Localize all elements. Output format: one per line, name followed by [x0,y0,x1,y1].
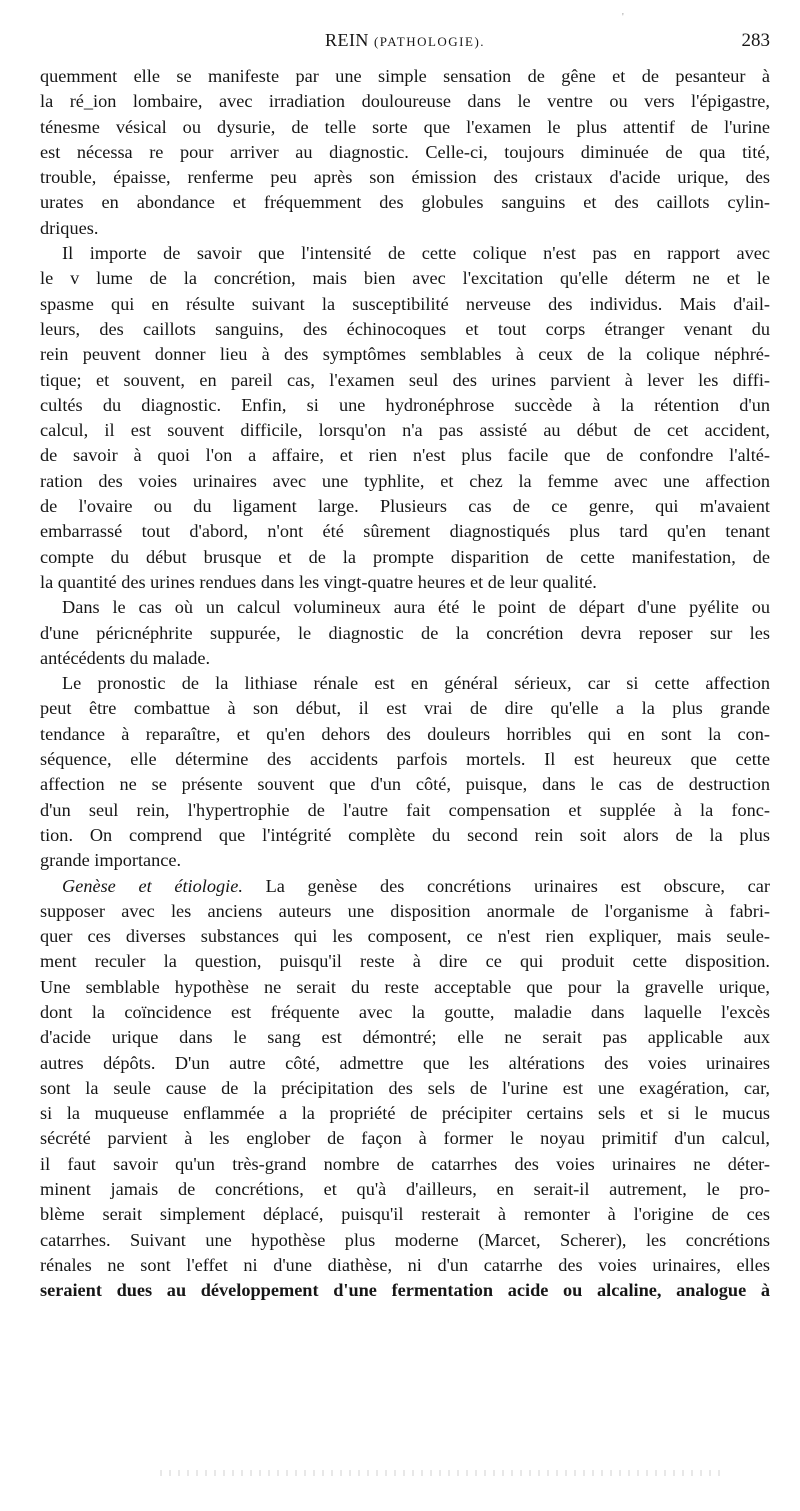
text-line: rein peuvent donner lieu à des symptômes semblables à ceux de la colique néphré- [40,344,770,365]
text-line: rénales ne sont l'effet ni d'une diathèse, ni d'un catarrhe des voies urinaires, elles [40,1254,770,1275]
running-head-title: REIN [324,30,369,50]
text-line: embarrassé tout d'abord, n'ont été sûrement diagnostiqués plus tard qu'en tenant [40,521,770,542]
text-line: d'un seul rein, l'hypertrophie de l'autre fait compensation et supplée à la fonc- [40,799,770,820]
body-text [40,64,770,1304]
paragraph [40,241,770,595]
paragraph [40,595,770,671]
text-line: Le pronostic de la lithiase rénale est en général sérieux, car si cette affection [62,673,770,694]
text-line: est nécessa re pour arriver au diagnostic. Celle-ci, toujours diminuée de qua tité, [40,141,770,162]
text-line: antécédents du malade. [40,647,211,668]
text-line: sécrété parvient à les englober de façon à former le noyau primitif d'un calcul, [40,1128,770,1149]
text-line: grande importance. [40,850,182,871]
text-line: trouble, épaisse, renferme peu après son émission des cristaux d'acide urique, des [40,167,770,188]
text-line: tique; et souvent, en pareil cas, l'examen seul des urines parvient à lever les diffi- [40,369,770,390]
text-line: si la muqueuse enflammée a la propriété de précipiter certains sels et si le mucus [40,1103,770,1124]
text-line: ténesme vésical ou dysurie, de telle sorte que l'examen le plus attentif de l'urine [40,116,770,137]
text-line: de savoir à quoi l'on a affaire, et rien n'est plus facile que de confondre l'alté- [40,445,770,466]
text-line: calcul, il est souvent difficile, lorsqu'on n'a pas assisté au début de cet accident, [40,420,770,441]
text-line: quemment elle se manifeste par une simple sensation de gêne et de pesanteur à [40,66,770,86]
text-line [40,874,770,899]
text-line: urates en abondance et fréquemment des globules sanguins et des caillots cylin- [40,192,770,213]
text-line: la ré_ion lombaire, avec irradiation douloureuse dans le ventre ou vers l'épigastre, [40,91,770,112]
text-line: tion. On comprend que l'intégrité complète du second rein soit alors de la plus [40,824,770,845]
text-line: peut être combattue à son début, il est vrai de dire qu'elle a la plus grande [40,698,770,719]
text-line: minent jamais de concrétions, et qu'à d'ailleurs, en serait-il autrement, le pro- [40,1179,770,1200]
paragraph-genese-etiologie [40,874,770,1304]
text-line: Dans le cas où un calcul volumineux aura été le point de départ d'une pyélite ou [62,597,770,618]
text-line: spasme qui en résulte suivant la susceptibilité nerveuse des individus. Mais d'ail- [40,293,770,314]
text-line: séquence, elle détermine des accidents parfois mortels. Il est heureux que cette [40,749,770,770]
text-line: affection ne se présente souvent que d'un côté, puisque, dans le cas de destruction [40,774,770,795]
scan-bleed-through [160,1470,720,1476]
text-line: Il importe de savoir que l'intensité de cette colique n'est pas en rapport avec [62,243,770,264]
text-line: leurs, des caillots sanguins, des échinocoques et tout corps étranger venant du [40,318,770,339]
text-line: la quantité des urines rendues dans les vingt-quatre heures et de leur qualité. [40,571,597,592]
text-line: blème serait simplement déplacé, puisqu'il resterait à remonter à l'origine de ces [40,1204,770,1225]
paragraph [40,671,770,873]
text-line: il faut savoir qu'un très-grand nombre de catarrhes des voies urinaires ne déter- [40,1153,770,1174]
running-head [40,30,770,51]
text-line: Une semblable hypothèse ne serait du reste acceptable que pour la gravelle urique, [40,976,770,997]
margin-tick-mark: ' [622,12,624,23]
running-head-subtitle: (PATHOLOGIE). [373,34,486,49]
text-line: supposer avec les anciens auteurs une disposition anormale de l'organisme à fabri- [40,900,770,921]
page-number: 283 [741,30,770,51]
text-line: compte du début brusque et de la prompte disparition de cette manifestation, de [40,546,770,567]
text-line: le v lume de la concrétion, mais bien avec l'excitation qu'elle déterm ne et le [40,268,770,289]
text-line: de l'ovaire ou du ligament large. Plusieurs cas de ce genre, qui m'avaient [40,496,770,517]
text-line: autres dépôts. D'un autre côté, admettre que les altérations des voies urinaires [40,1052,770,1073]
text-line: ment reculer la question, puisqu'il reste à dire ce qui produit cette disposition. [40,951,770,972]
text-line: d'acide urique dans le sang est démontré; elle ne serait pas applicable aux [40,1027,770,1048]
text-line: sont la seule cause de la précipitation des sels de l'urine est une exagération, car, [40,1077,770,1098]
text-line: seraient dues au développement d'une fermentation acide ou alcaline, analogue à [40,1280,770,1301]
page-header [40,12,770,56]
section-heading: Genèse et étiologie. [62,875,243,896]
text-line: ration des voies urinaires avec une typhlite, et chez la femme avec une affection [40,470,770,491]
text-line: d'une péricnéphrite suppurée, le diagnostic de la concrétion devra reposer sur les [40,622,770,643]
paragraph [40,64,770,241]
text-line: cultés du diagnostic. Enfin, si une hydronéphrose succède à la rétention d'un [40,394,770,415]
text-line: dont la coïncidence est fréquente avec la goutte, maladie dans laquelle l'excès [40,1001,770,1022]
text-line: driques. [40,217,99,238]
section-heading-rest: La genèse des concrétions urinaires est obscure, car [265,875,770,896]
text-line: quer ces diverses substances qui les composent, ce n'est rien expliquer, mais seule- [40,926,770,947]
text-line: tendance à reparaître, et qu'en dehors des douleurs horribles qui en sont la con- [40,723,770,744]
text-line: catarrhes. Suivant une hypothèse plus moderne (Marcet, Scherer), les concrétions [40,1229,770,1250]
